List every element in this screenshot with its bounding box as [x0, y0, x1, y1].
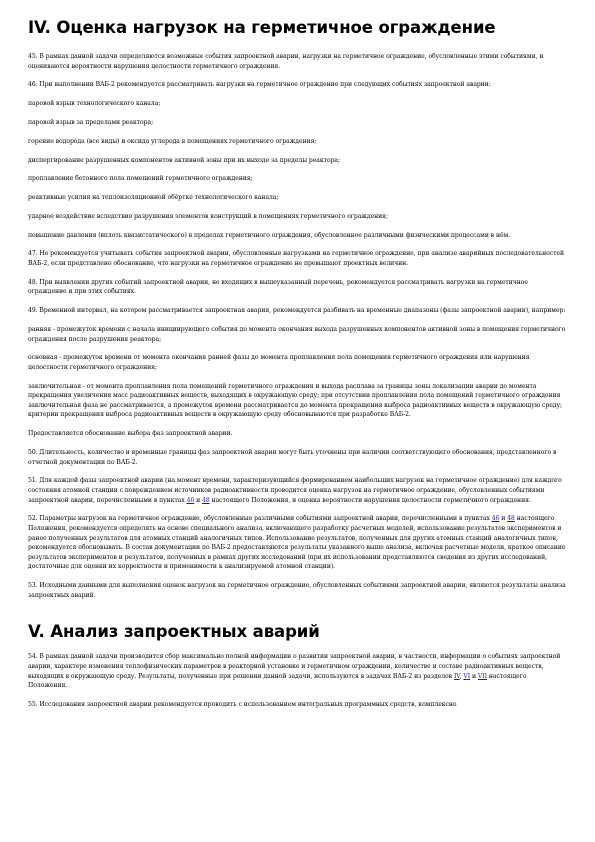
list-item: диспергирование разрушенных компонентов активной зоны при их выходе за пределы реактора;	[28, 156, 341, 164]
paragraph: 55. Исследования запроектной аварии рекомендуется проводить с использованием интегральных программных средств, комплексно	[28, 700, 457, 708]
section-heading: V. Анализ запроектных аварий	[28, 622, 320, 642]
cross-reference-link[interactable]: VI	[463, 672, 471, 680]
paragraph-with-links: 51. Для каждой фазы запроектной аварии (на момент времени, характеризующийся формированием наибольших нагрузок на герметичное ограждение) для каждого состояния атомной станции с повреждением источников радиоактивности проводится оценка нагрузок на герметичное ограждение, обусловленных событиями запроектной аварии, перечисленными в пунктах 46 и 48 настоящего Положения, и оценка вероятности нарушения целостности герметичного ограждения.	[28, 477, 562, 504]
section-heading: IV. Оценка нагрузок на герметичное ограждение	[28, 18, 496, 37]
list-item: паровой взрыв технологического канала;	[28, 100, 161, 108]
paragraph: 46. При выполнении ВАБ-2 рекомендуется рассматривать нагрузки на герметичное ограждение при следующих событиях запроектной аварии:	[28, 81, 491, 89]
list-item: реактивные усилия на теплоизоляционной обёртке технологического канала;	[28, 194, 279, 202]
cross-reference-link[interactable]: IV	[453, 672, 460, 680]
cross-reference-link[interactable]: 48	[202, 496, 210, 504]
paragraph: 47. Не рекомендуется учитывать события запроектной аварии, обусловленные нагрузками на герметичное ограждение, при анализе аварийных последовательностей ВАБ-2, если представлено обоснование, что нагрузки на герметичное ограждение не превышают проектных величин.	[28, 250, 564, 267]
paragraph-with-links: 52. Параметры нагрузок на герметичное ограждение, обусловленные различными событиями запроектной аварии, перечисленными в пунктах 46 и 48 настоящего Положения, рекомендуется определять на основе специального анализа, включающего разработку расчетных моделей, использование результатов экспериментов и ранее полученных результатов для атомных станций аналогичных типов. Использование результатов, полученных для других атомных станций аналогичных типов, рекомендуется обосновывать. В состав документации по ВАБ-2 предоставляются результаты указанного выше анализа, включая расчетные модели, краткое описание результатов экспериментов и результатов, полученных в рамках других исследований (при их использовании представляются сведения из других исследований, достаточные для оценки их корректности и применимости к анализируемой атомной станции).	[28, 515, 566, 571]
paragraph: 49. Временной интервал, на котором рассматривается запроектная авария, рекомендуется разбивать на временные диапазоны (фазы запроектной аварии), например:	[28, 307, 566, 315]
list-item: повышение давления (вплоть квазистатического) в пределах герметичного ограждения, обусловленное различными физическими процессами в нём.	[28, 231, 511, 239]
cross-reference-link[interactable]: 46	[491, 515, 500, 523]
paragraph: 45. В рамках данной задачи определяются возможные события запроектной аварии, нагрузки на герметичное ограждение, обусловленные этими событиями, и оцениваются вероятности нарушения целостности герметичного ограждения.	[28, 53, 544, 70]
cross-reference-link[interactable]: 46	[186, 496, 195, 504]
paragraph: 50. Длительность, количество и временные границы фаз запроектной аварии могут быть уточнены при наличии соответствующего обоснования, представленного в отчетной документации по ВАБ-2.	[28, 449, 557, 466]
list-item: заключительная - от момента проплавления пола помещений герметичного ограждения и выхода расплава за границы зоны локализации аварии до момента прекращения увеличения масс радиоактивных веществ, выходящих в окружающую среду; при отсутствии проплавления пола помещений герметичного ограждения заключительная фаза не рассматривается, а промежуток времени рассматривается до момента прекращения выброса радиоактивных веществ в окружающую среду; критерии прекращения выброса радиоактивных веществ в окружающую среду обосновываются при разработке ВАБ-2.	[28, 382, 562, 419]
cross-reference-link[interactable]: VII	[477, 672, 487, 680]
list-item: основная - промежуток времени от момента окончания ранней фазы до момента проплавления пола помещения герметичного ограждения или нарушения целостности герметичного ограждения;	[28, 354, 530, 371]
paragraph: 48. При выявлении других событий запроектной аварии, не входящих в вышеуказанный перечень, рекомендуется рассматривать нагрузки на герметичное ограждение и при этих событиях.	[28, 278, 528, 296]
list-item: ударное воздействие вследствие разрушения элементов конструкций в помещениях герметичного ограждения;	[28, 212, 388, 220]
list-item: ранняя - промежуток времени с начала инициирующего события до момента окончания выхода разрушенных компонентов активной зоны в помещения герметичного ограждения после разрушения реактора;	[28, 325, 566, 343]
cross-reference-link[interactable]: 48	[507, 515, 515, 523]
list-item: горение водорода (все виды) и оксида углерода в помещениях герметичного ограждения;	[28, 137, 317, 145]
paragraph-with-links: 54. В рамках данной задачи производится сбор максимально полной информации о развитии запроектной аварии, в частности, информации о событиях запроектной аварии, характере изменения теплофизических параметров в реакторной установке и герметичном ограждении, количестве и составе радиоактивных веществ, выходящих в окружающую среду. Результаты, полученные при решении данной задачи, используются в задачах ВАБ-2 из разделов IV, VI и VII настоящего Положения.	[28, 653, 561, 690]
list-item: проплавление бетонного пола помещений герметичного ограждения;	[28, 175, 253, 183]
paragraph: Предоставляется обоснование выбора фаз запроектной аварии.	[28, 430, 233, 438]
list-item: паровой взрыв за пределами реактора;	[28, 118, 154, 126]
paragraph: 53. Исходными данными для выполнения оценок нагрузок на герметичное ограждение, обусловленных событиями запроектной аварии, являются результаты анализа запроектных аварий.	[28, 582, 566, 599]
